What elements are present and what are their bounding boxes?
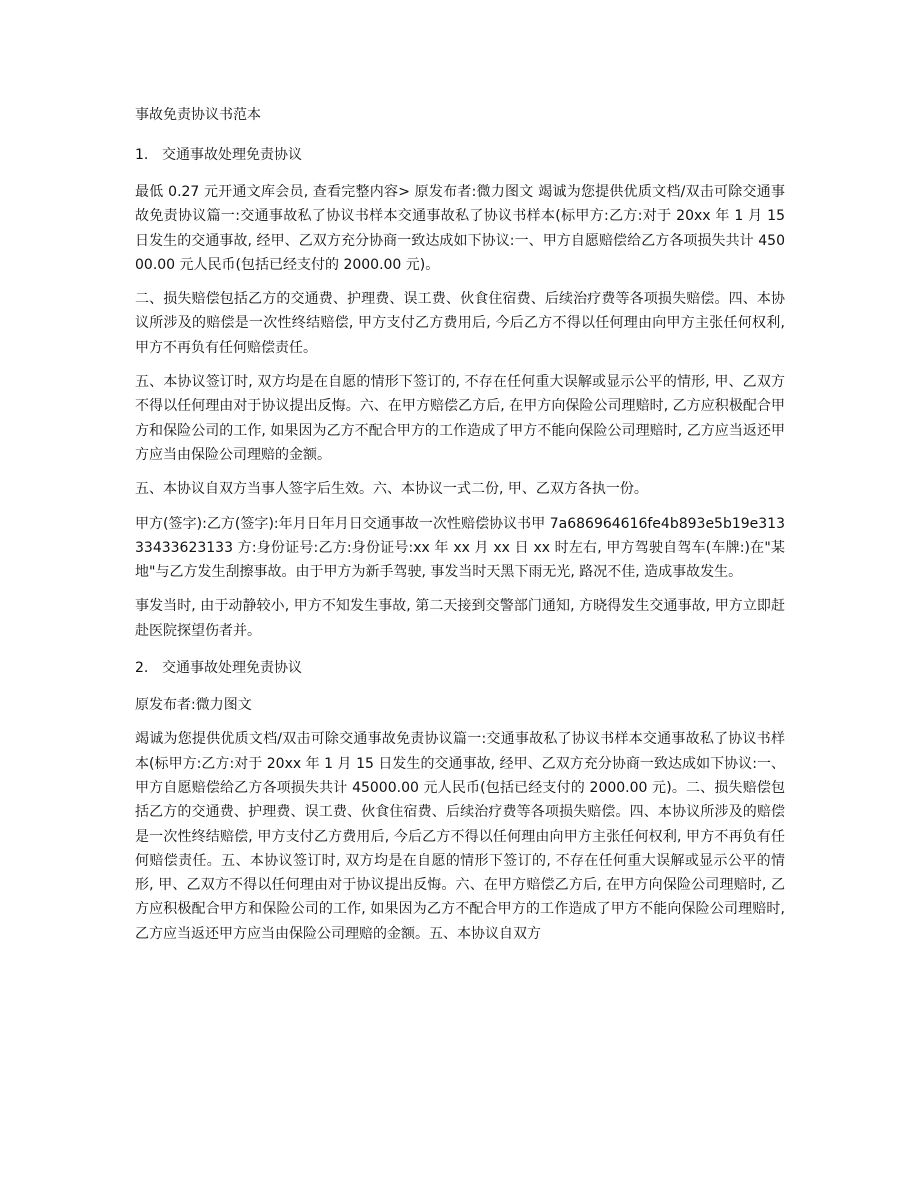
section-1-number: 1. [135, 147, 149, 163]
section-2-title: 交通事故处理免责协议 [162, 660, 302, 677]
section-2-paragraph-2: 竭诚为您提供优质文档/双击可除交通事故免责协议篇一:交通事故私了协议书样本交通事故私了协议书样本(标甲方:乙方:对于 20xx 年 1 月 15 日发生的交通事故, 经甲、乙双方充分协商一致达成如下协议:一、甲方自愿赔偿给乙方各项损失共计 45000.00 元人民币(包括已经支付的 2000.00 元)。二、损失赔偿包括乙方的交通费、护理费、误工费、伙食住宿费、后续治疗费等各项损失赔偿。四、本协议所涉及的赔偿是一次性终结赔偿, 甲方支付乙方费用后, 今后乙方不得以任何理由向甲方主张任何权利, 甲方不再负有任何赔偿责任。五、本协议签订时, 双方均是在自愿的情形下签订的, 不存在任何重大误解或显示公平的情形, 甲、乙双方不得以任何理由对于协议提出反悔。六、在甲方赔偿乙方后, 在甲方向保险公司理赔时, 乙方应积极配合甲方和保险公司的工作, 如果因为乙方不配合甲方的工作造成了甲方不能向保险公司理赔时, 乙方应当返还甲方应当由保险公司理赔的金额。五、本协议自双方 [135, 731, 785, 942]
section-2-heading [135, 653, 785, 683]
section-1-paragraph-4: 五、本协议自双方当事人签字后生效。六、本协议一式二份, 甲、乙双方各执一份。 [135, 481, 648, 498]
section-1-paragraph-5: 甲方(签字):乙方(签字):年月日年月日交通事故一次性赔偿协议书甲 7a686964616fe4b893e5b19e31333433623133 方:身份证号:乙方:身份证号:xx 年 xx 月 xx 日 xx 时左右, 甲方驾驶自驾车(车牌:)在"某地"与乙方发生刮擦事故。由于甲方为新手驾驶, 事发当时天黑下雨无光, 路况不佳, 造成事故发生。 [135, 515, 785, 581]
section-1-paragraph-1: 最低 0.27 元开通文库会员, 查看完整内容> 原发布者:微力图文 竭诚为您提供优质文档/双击可除交通事故免责协议篇一:交通事故私了协议书样本交通事故私了协议书样本(标甲方:乙方:对于 20xx 年 1 月 15 日发生的交通事故, 经甲、乙双方充分协商一致达成如下协议:一、甲方自愿赔偿给乙方各项损失共计 45000.00 元人民币(包括已经支付的 2000.00 元)。 [135, 184, 785, 273]
section-1-heading [135, 140, 785, 170]
section-1-paragraph-2: 二、损失赔偿包括乙方的交通费、护理费、误工费、伙食住宿费、后续治疗费等各项损失赔偿。四、本协议所涉及的赔偿是一次性终结赔偿, 甲方支付乙方费用后, 今后乙方不得以任何理由向甲方主张任何权利, 甲方不再负有任何赔偿责任。 [135, 291, 785, 356]
section-2-number: 2. [135, 660, 149, 677]
section-1-paragraph-3: 五、本协议签订时, 双方均是在自愿的情形下签订的, 不存在任何重大误解或显示公平的情形, 甲、乙双方不得以任何理由对于协议提出反悔。六、在甲方赔偿乙方后, 在甲方向保险公司理赔时, 乙方应积极配合甲方和保险公司的工作, 如果因为乙方不配合甲方的工作造成了甲方不能向保险公司理赔时, 乙方应当返还甲方应当由保险公司理赔的金额。 [135, 374, 785, 463]
section-2-paragraph-1: 原发布者:微力图文 [135, 697, 252, 714]
document-page [135, 100, 785, 956]
section-1-title: 交通事故处理免责协议 [162, 147, 302, 163]
section-1-paragraph-6: 事发当时, 由于动静较小, 甲方不知发生事故, 第二天接到交警部门通知, 方晓得发生交通事故, 甲方立即赶赴医院探望伤者并。 [135, 598, 785, 639]
document-title: 事故免责协议书范本 [135, 107, 261, 123]
